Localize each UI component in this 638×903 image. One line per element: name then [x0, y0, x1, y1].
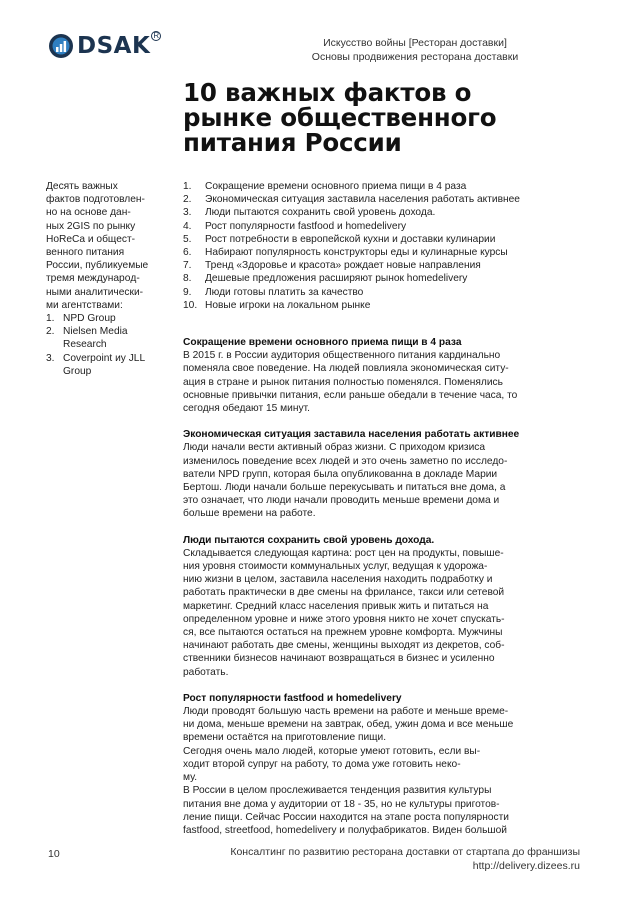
page-title	[183, 80, 603, 155]
list-item	[46, 352, 161, 378]
article-body	[183, 336, 583, 850]
paragraph-line: нию жизни в целом, заставила населения находить подработку и	[183, 574, 493, 586]
list-item-number: 1.	[183, 181, 192, 192]
list-item	[183, 272, 593, 285]
paragraph-line: ни дома, меньше времени на завтрак, обед, ужин дома и все меньше	[183, 719, 514, 731]
paragraph-line: Сегодня очень мало людей, которые умеют готовить, если вы-	[183, 745, 481, 757]
list-item-text	[63, 325, 128, 351]
list-item-number: 9.	[183, 286, 192, 298]
section-income-level	[183, 534, 583, 679]
paragraph-line: Люди начали вести активный образ жизни. С приходом кризиса	[183, 442, 486, 454]
sidebar-intro-line: России, публикуемые	[46, 260, 149, 272]
paragraph-line: работать практически в две смены на фрилансе, такси или сетевой	[183, 587, 505, 599]
sidebar-intro-line: ми агентствами:	[46, 299, 123, 311]
list-item	[183, 206, 593, 219]
list-item-text: Люди готовы платить за качество	[205, 286, 364, 298]
list-item	[183, 259, 593, 272]
paragraph-line: Складывается следующая картина: рост цен на продукты, повыше-	[183, 547, 504, 559]
footer-tagline: Консалтинг по развитию ресторана доставки от стартапа до франшизы	[230, 846, 580, 858]
list-item-text: Рост популярности fastfood и homedelivery	[205, 220, 407, 232]
section-fastfood-popularity	[183, 692, 583, 837]
page-footer	[230, 845, 580, 873]
paragraph-line: Люди проводят большую часть времени на работе и меньше време-	[183, 706, 509, 718]
facts-list	[183, 180, 593, 312]
paragraph-line: ходит второй супруг на работу, то дома уже готовить неко-	[183, 758, 461, 770]
list-item	[183, 299, 593, 312]
list-item-text: Рост потребности в европейской кухни и доставки кулинарии	[205, 233, 496, 245]
list-item-text: Новые игроки на локальном рынке	[205, 299, 371, 311]
list-item	[183, 246, 593, 259]
sidebar-intro	[46, 180, 161, 312]
agency-line: NPD Group	[63, 313, 116, 325]
agency-line: Nielsen Media	[63, 326, 128, 338]
list-item	[183, 286, 593, 299]
sidebar-intro-line: ных 2GIS по рынку	[46, 220, 136, 232]
dsak-logo-icon	[48, 33, 74, 59]
paragraph-line: больше времени на работе.	[183, 508, 316, 520]
agency-line: Coverpoint иу JLL	[63, 352, 146, 364]
list-item-text: Набирают популярность конструкторы еды и кулинарные курсы	[205, 247, 508, 259]
list-item-text: Люди пытаются сохранить свой уровень дохода.	[205, 207, 436, 219]
paragraph-line: В России в целом прослеживается тенденция развития культуры	[183, 785, 492, 797]
paragraph-line: это означает, что люди начали проводить меньше времени дома и	[183, 495, 500, 507]
section-economic-situation	[183, 428, 583, 520]
paragraph-line: ся, все пытаются остаться на прежнем уровне комфорта. Мужчины	[183, 627, 503, 639]
sidebar-intro-line: Десять важных	[46, 181, 118, 192]
sidebar-intro-line: тремя междунарoд-	[46, 273, 140, 285]
list-item	[46, 325, 161, 351]
page-number: 10	[48, 848, 60, 860]
footer-url: http://delivery.dizees.ru	[472, 860, 580, 872]
paragraph-line: работать.	[183, 666, 229, 678]
sidebar-intro-line: HoReCa и общест-	[46, 233, 136, 245]
list-item	[183, 220, 593, 233]
list-item-number: 10.	[183, 299, 198, 311]
list-item-number: 3.	[183, 207, 192, 219]
paragraph-line: В 2015 г. в России аудитория общественного питания кардинально	[183, 350, 501, 362]
list-item-number: 8.	[183, 273, 192, 285]
list-item	[183, 233, 593, 246]
paragraph-line: му.	[183, 772, 198, 784]
list-item-text: Дешевые предложения расширяют рынок homedelivery	[205, 273, 468, 285]
list-item	[183, 193, 593, 206]
paragraph-line: Бертош. Люди начали больше перекусывать и питаться вне дома, а	[183, 482, 506, 494]
title-line-3: питания России	[183, 128, 402, 157]
paragraph-line: основные привычки питания, если раньше обедали в течение часа, то	[183, 389, 518, 401]
list-item	[46, 312, 161, 325]
dsak-logo	[48, 30, 161, 62]
list-item-text: Тренд «Здоровье и красота» рождает новые направления	[205, 260, 481, 272]
paragraph-line: времени остаётся на приготовление пищи.	[183, 732, 387, 744]
registered-mark-icon: R	[151, 31, 161, 41]
sidebar-intro-line: фактов подготовлен-	[46, 194, 145, 206]
agency-list	[46, 312, 161, 378]
list-item-number: 1.	[46, 313, 55, 325]
section-heading: Экономическая ситуация заставила населения работать активнее	[183, 429, 520, 441]
list-item-number: 4.	[183, 220, 192, 232]
page-header	[250, 36, 580, 64]
list-item	[183, 180, 593, 193]
list-item-text	[63, 312, 116, 325]
sidebar-intro-line: ными аналитически-	[46, 286, 144, 298]
sidebar-intro-line: но на основе дан-	[46, 207, 131, 219]
list-item-number: 6.	[183, 247, 192, 259]
paragraph-line: изменилось поведение всех людей и это очень заметно по исследо-	[183, 455, 508, 467]
paragraph-line: ственники бизнесов начинают возвращаться в бизнес и усиленно	[183, 653, 495, 665]
logo-text: DSAK	[77, 33, 151, 59]
paragraph-line: питания вне дома у аудитории от 18 - 35, но не культуры приготов-	[183, 798, 500, 810]
section-meal-time	[183, 336, 583, 415]
paragraph-line: определенном уровне и ниже этого уровня никто не хочет спускать-	[183, 613, 505, 625]
paragraph-line: ватели NPD групп, которая была опубликованна в докладе Марии	[183, 468, 498, 480]
section-heading: Рост популярности fastfood и homedelivery	[183, 692, 402, 704]
agency-line: Group	[63, 365, 92, 377]
section-heading: Сокращение времени основного приема пищи в 4 раза	[183, 337, 462, 348]
paragraph-line: ация в стране и рынок питания полностью поменялся. Поменялись	[183, 376, 503, 388]
paragraph-line: начинают работать две смены, женщины выходят из декретов, соб-	[183, 640, 505, 652]
list-item-number: 2.	[183, 194, 192, 206]
paragraph-line: поменяла свое поведение. На людей повлияла экономическая ситу-	[183, 363, 509, 375]
agency-line: Research	[63, 339, 107, 351]
paragraph-line: сегодня обедают 15 минут.	[183, 403, 310, 415]
section-heading: Люди пытаются сохранить свой уровень дохода.	[183, 534, 435, 546]
list-item-text: Сокращение времени основного приема пищи в 4 раза	[205, 181, 467, 192]
list-item-text: Экономическая ситуация заставила населения работать активнее	[205, 194, 520, 206]
list-item-number: 3.	[46, 352, 55, 364]
paragraph-line: маркетинг. Средний класс населения привык жить и питаться на	[183, 600, 489, 612]
list-item-number: 5.	[183, 233, 192, 245]
list-item-number: 7.	[183, 260, 192, 272]
header-line-1: Искусство войны [Ресторан доставки]	[323, 37, 507, 49]
header-line-2: Основы продвижения ресторана доставки	[311, 51, 519, 63]
paragraph-line: fastfood, streetfood, homedelivery и полуфабрикатов. Виден большой	[183, 824, 507, 836]
paragraph-line: ление пищи. Сейчас России находится на этапе роста популярности	[183, 811, 509, 823]
title-line-2: рынке общественного	[183, 103, 497, 132]
title-line-1: 10 важных фактов о	[183, 78, 472, 107]
list-item-number: 2.	[46, 326, 55, 338]
list-item-text	[63, 352, 145, 378]
paragraph-line: ния уровня стоимости коммунальных услуг, ведущая к удорожа-	[183, 561, 488, 573]
sidebar-note	[46, 180, 161, 378]
sidebar-intro-line: венного питания	[46, 247, 125, 259]
